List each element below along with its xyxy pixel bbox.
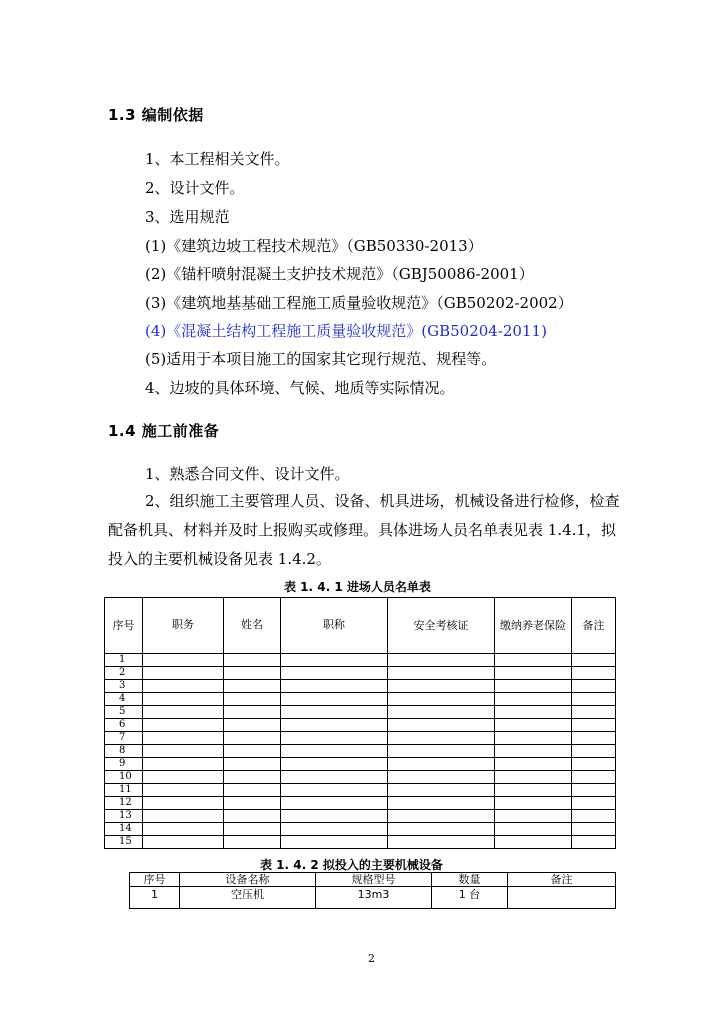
table-cell [281, 836, 388, 849]
row-number: 15 [105, 836, 143, 849]
table-cell [143, 667, 224, 680]
table-header-row [105, 598, 616, 654]
table-cell [388, 836, 495, 849]
table-cell [143, 797, 224, 810]
table-row [105, 810, 616, 823]
row-number: 11 [105, 784, 143, 797]
row-number: 1 [105, 654, 143, 667]
column-header-equipment-name: 设备名称 [180, 873, 316, 887]
table-cell [495, 797, 572, 810]
table-cell [143, 745, 224, 758]
table-cell [495, 771, 572, 784]
row-number: 12 [105, 797, 143, 810]
table-cell [572, 706, 616, 719]
list-item: 1、本工程相关文件。 [145, 150, 290, 168]
table-cell [281, 797, 388, 810]
table-cell [281, 745, 388, 758]
table-row [105, 732, 616, 745]
row-number: 5 [105, 706, 143, 719]
table-row [105, 706, 616, 719]
column-header-position: 职务 [143, 598, 224, 654]
table-cell [572, 823, 616, 836]
row-number: 8 [105, 745, 143, 758]
table-cell [572, 732, 616, 745]
table-cell [281, 706, 388, 719]
table-cell [224, 719, 281, 732]
table-cell [572, 667, 616, 680]
table-cell [224, 667, 281, 680]
column-header-spec: 规格型号 [316, 873, 432, 887]
table-cell [143, 836, 224, 849]
table-cell [495, 706, 572, 719]
row-number: 4 [105, 693, 143, 706]
column-header-pension: 缴纳养老保险 [495, 598, 572, 654]
table-cell [224, 745, 281, 758]
table-cell [224, 680, 281, 693]
table-cell [224, 706, 281, 719]
table-cell [388, 810, 495, 823]
table-cell [143, 784, 224, 797]
table-cell [495, 758, 572, 771]
table-cell [224, 797, 281, 810]
table-cell [572, 654, 616, 667]
table-cell [388, 719, 495, 732]
list-item: (2)《锚杆喷射混凝土支护技术规范》（GBJ50086-2001） [145, 265, 534, 283]
table-cell [572, 836, 616, 849]
table-row [105, 758, 616, 771]
table-cell [572, 758, 616, 771]
table-cell [281, 667, 388, 680]
table-cell [495, 732, 572, 745]
column-header-remarks: 备注 [572, 598, 616, 654]
list-item: 3、选用规范 [145, 208, 230, 226]
table-row [105, 654, 616, 667]
table-cell [572, 784, 616, 797]
row-number: 10 [105, 771, 143, 784]
table-cell [495, 836, 572, 849]
table-cell [388, 745, 495, 758]
equipment-table [129, 872, 616, 909]
paragraph [108, 487, 628, 574]
table-cell [388, 693, 495, 706]
table-cell [224, 732, 281, 745]
table-row [105, 745, 616, 758]
table-cell [572, 771, 616, 784]
section-heading-1-3: 1.3 编制依据 [108, 106, 204, 124]
table-cell [224, 771, 281, 784]
table-cell [224, 784, 281, 797]
table-cell [143, 823, 224, 836]
table-row [105, 680, 616, 693]
table-cell [388, 680, 495, 693]
table-cell [388, 654, 495, 667]
table-cell [388, 784, 495, 797]
row-number: 6 [105, 719, 143, 732]
row-number: 9 [105, 758, 143, 771]
table-row [130, 887, 616, 909]
table-cell-note [508, 887, 616, 909]
table-row [105, 836, 616, 849]
table-cell [495, 719, 572, 732]
table-cell [388, 667, 495, 680]
personnel-table [104, 597, 616, 849]
table-cell [495, 823, 572, 836]
table-cell [143, 706, 224, 719]
list-item: 1、熟悉合同文件、设计文件。 [145, 465, 350, 483]
table-cell [224, 836, 281, 849]
table-cell [495, 654, 572, 667]
table-cell [388, 758, 495, 771]
table-cell [224, 810, 281, 823]
table-cell [224, 758, 281, 771]
table-cell [224, 823, 281, 836]
table-cell [281, 732, 388, 745]
table-cell [143, 719, 224, 732]
paragraph-text: 2、组织施工主要管理人员、设备、机具进场，机械设备进行检修，检查配备机具、材料并及时上报购买或修理。具体进场人员名单表见表 1.4.1，拟投入的主要机械设备见表 1.4.2。 [108, 492, 620, 568]
table-row [105, 771, 616, 784]
table-header-row [130, 873, 616, 887]
table-cell [143, 680, 224, 693]
table-cell [388, 823, 495, 836]
table-cell [281, 654, 388, 667]
table-cell [143, 810, 224, 823]
table-cell [495, 693, 572, 706]
table-cell [572, 693, 616, 706]
table-cell [281, 784, 388, 797]
column-header-name: 姓名 [224, 598, 281, 654]
table-cell [281, 758, 388, 771]
column-header-safety-cert: 安全考核证 [388, 598, 495, 654]
table-cell [281, 771, 388, 784]
table-cell [495, 784, 572, 797]
table-cell [572, 810, 616, 823]
table-cell [495, 667, 572, 680]
table-cell [281, 719, 388, 732]
table-row [105, 823, 616, 836]
list-item: (3)《建筑地基基础工程施工质量验收规范》（GB50202-2002） [145, 294, 573, 312]
list-item-link[interactable]: (4)《混凝土结构工程施工质量验收规范》(GB50204-2011) [145, 322, 547, 340]
table-cell [388, 706, 495, 719]
table-cell [572, 745, 616, 758]
table-cell [572, 680, 616, 693]
table-cell [281, 693, 388, 706]
list-item: 2、设计文件。 [145, 179, 245, 197]
table-cell [143, 654, 224, 667]
list-item: (5)适用于本项目施工的国家其它现行规范、规程等。 [145, 350, 497, 368]
table-cell [495, 680, 572, 693]
row-number: 14 [105, 823, 143, 836]
table-cell [572, 719, 616, 732]
table-cell [224, 654, 281, 667]
table-cell [281, 680, 388, 693]
table1-caption: 表 1. 4. 1 进场人员名单表 [284, 580, 431, 594]
table-cell [495, 810, 572, 823]
table-cell [388, 732, 495, 745]
table-cell-no: 1 [130, 887, 180, 909]
column-header-remarks: 备注 [508, 873, 616, 887]
table-cell [143, 758, 224, 771]
table-cell [224, 693, 281, 706]
table-cell [495, 745, 572, 758]
row-number: 13 [105, 810, 143, 823]
table-cell [143, 693, 224, 706]
row-number: 3 [105, 680, 143, 693]
row-number: 2 [105, 667, 143, 680]
table2-caption: 表 1. 4. 2 拟投入的主要机械设备 [260, 858, 443, 872]
list-item: (1)《建筑边坡工程技术规范》（GB50330-2013） [145, 237, 483, 255]
table-cell-spec: 13m3 [316, 887, 432, 909]
table-cell [143, 771, 224, 784]
table-row [105, 693, 616, 706]
table-row [105, 784, 616, 797]
table-cell [388, 797, 495, 810]
column-header-no: 序号 [130, 873, 180, 887]
page-number: 2 [368, 952, 375, 965]
table-cell-qty: 1 台 [432, 887, 508, 909]
table-cell [281, 810, 388, 823]
table-cell [572, 797, 616, 810]
table-cell [143, 732, 224, 745]
table-cell [281, 823, 388, 836]
table-cell [388, 771, 495, 784]
table-cell-name: 空压机 [180, 887, 316, 909]
table-row [105, 797, 616, 810]
section-heading-1-4: 1.4 施工前准备 [108, 422, 220, 440]
table-row [105, 719, 616, 732]
list-item: 4、边坡的具体环境、气候、地质等实际情况。 [145, 379, 455, 397]
table-row [105, 667, 616, 680]
column-header-no: 序号 [105, 598, 143, 654]
column-header-title: 职称 [281, 598, 388, 654]
row-number: 7 [105, 732, 143, 745]
column-header-quantity: 数量 [432, 873, 508, 887]
